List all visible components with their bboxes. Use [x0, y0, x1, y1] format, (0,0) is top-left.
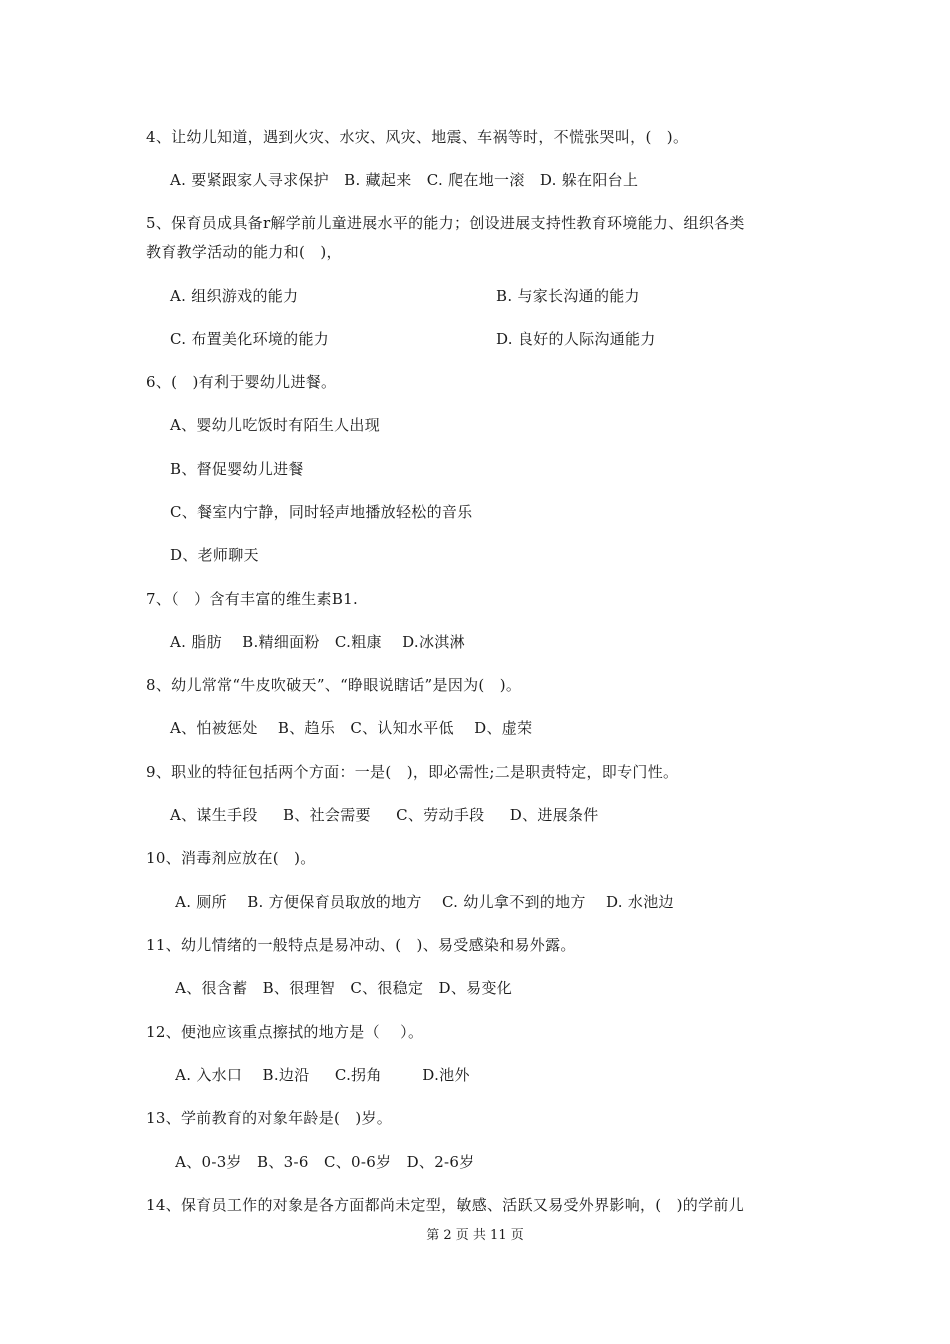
- question-5-option-c: C. 布置美化环境的能力: [170, 330, 330, 348]
- question-6-option-a: A、婴幼儿吃饭时有陌生人出现: [170, 416, 381, 434]
- question-12-options: A. 入水口 B.边沿 C.拐角 D.池外: [170, 1066, 470, 1084]
- question-6-option-b: B、督促婴幼儿进餐: [170, 460, 304, 478]
- question-13-stem: 13、学前教育的对象年龄是( )岁。: [146, 1109, 393, 1127]
- question-5-option-b: B. 与家长沟通的能力: [496, 287, 640, 305]
- question-6-stem: 6、( )有利于婴幼儿进餐。: [146, 373, 337, 391]
- question-8-stem: 8、幼儿常常“牛皮吹破天”、“睁眼说瞎话”是因为( )。: [146, 676, 522, 694]
- question-8-options: A、怕被惩处 B、趋乐 C、认知水平低 D、虚荣: [170, 719, 533, 737]
- question-11-stem: 11、幼儿情绪的一般特点是易冲动、( )、易受感染和易外露。: [146, 936, 576, 954]
- question-4-options: A. 要紧跟家人寻求保护 B. 藏起来 C. 爬在地一滚 D. 躲在阳台上: [170, 171, 639, 189]
- question-11-options: A、很含蓄 B、很理智 C、很稳定 D、易变化: [170, 979, 513, 997]
- question-5-option-d: D. 良好的人际沟通能力: [496, 330, 656, 348]
- question-13-options: A、0-3岁 B、3-6 C、0-6岁 D、2-6岁: [170, 1153, 475, 1171]
- question-7-options: A. 脂肪 B.精细面粉 C.粗康 D.冰淇淋: [170, 633, 465, 651]
- question-12-stem: 12、便池应该重点擦拭的地方是（ ）。: [146, 1023, 424, 1041]
- question-10-stem: 10、消毒剂应放在( )。: [146, 849, 316, 867]
- question-10-options: A. 厕所 B. 方便保育员取放的地方 C. 幼儿拿不到的地方 D. 水池边: [170, 893, 674, 911]
- question-5-option-a: A. 组织游戏的能力: [170, 287, 299, 305]
- question-9-options: A、谋生手段 B、社会需要 C、劳动手段 D、进展条件: [170, 806, 599, 824]
- page-number-footer: 第 2 页 共 11 页: [426, 1228, 524, 1243]
- question-7-stem: 7、（ ）含有丰富的维生素B1.: [146, 590, 359, 608]
- question-6-option-d: D、老师聊天: [170, 546, 259, 564]
- question-9-stem: 9、职业的特征包括两个方面：一是( )，即必需性;二是职责特定，即专门性。: [146, 763, 679, 781]
- question-4-stem: 4、让幼儿知道，遇到火灾、水灾、风灾、地震、车祸等时，不慌张哭叫，( )。: [146, 128, 689, 146]
- question-6-option-c: C、餐室内宁静，同时轻声地播放轻松的音乐: [170, 503, 473, 521]
- question-5-stem-line2: 教育教学活动的能力和( )，: [146, 243, 342, 261]
- question-5-stem-line1: 5、保育员成具备r解学前儿童进展水平的能力；创设进展支持性教育环境能力、组织各类: [146, 214, 745, 232]
- question-14-stem: 14、保育员工作的对象是各方面都尚未定型，敏感、活跃又易受外界影响，( )的学前儿: [146, 1196, 744, 1214]
